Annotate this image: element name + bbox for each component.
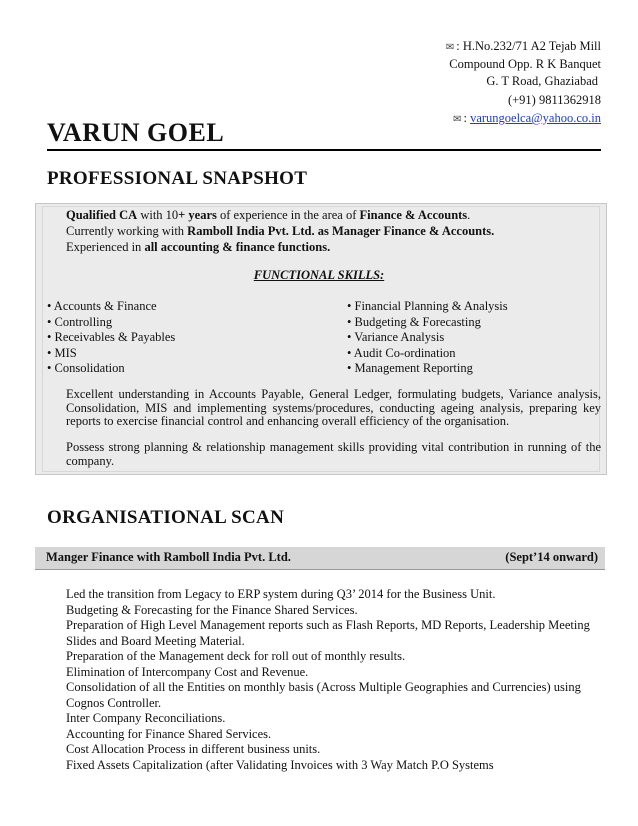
responsibility-item: [45, 758, 601, 774]
email-prefix: :: [463, 111, 467, 125]
responsibility-text: Cost Allocation Process in different business units.: [66, 742, 321, 756]
skill-right: • Budgeting & Forecasting: [347, 315, 481, 329]
responsibility-item: [45, 649, 601, 665]
highlight-item: [45, 240, 330, 255]
address-text-1: : H.No.232/71 A2 Tejab Mill: [456, 39, 601, 53]
responsibility-item: [45, 587, 601, 603]
skill-right: • Variance Analysis: [347, 330, 445, 344]
skill-left: • Consolidation: [47, 361, 125, 375]
name-divider: [47, 149, 601, 151]
responsibility-item: [45, 727, 601, 743]
highlight-item: [45, 208, 470, 223]
responsibility-text: Preparation of the Management deck for roll out of monthly results.: [66, 649, 406, 663]
responsibility-text: Preparation of High Level Management reports such as Flash Reports, MD Reports, Leadership Meeting Slides and Board Meeting Material.: [66, 618, 590, 648]
highlight-text: Currently working with Ramboll India Pvt. Ltd. as Manager Finance & Accounts.: [66, 224, 495, 238]
responsibility-item: [45, 711, 601, 727]
skill-right: • Audit Co-ordination: [347, 346, 456, 360]
address-line-2: Compound Opp. R K Banquet: [449, 57, 601, 71]
phone-line: [446, 92, 601, 110]
email-link[interactable]: varungoelca@yahoo.co.in: [470, 111, 601, 125]
responsibility-text: Fixed Assets Capitalization (after Validating Invoices with 3 Way Match P.O Systems: [66, 758, 494, 772]
snapshot-point: [45, 441, 601, 468]
address-line-1: [446, 38, 601, 56]
skill-right: • Financial Planning & Analysis: [347, 299, 508, 313]
candidate-name: VARUN GOEL: [47, 118, 225, 147]
skill-left: • Accounts & Finance: [47, 299, 157, 313]
responsibility-item: [45, 603, 601, 619]
responsibility-text: Elimination of Intercompany Cost and Revenue.: [66, 665, 309, 679]
skill-right: • Management Reporting: [347, 361, 473, 375]
point-text: Possess strong planning & relationship management skills providing vital contribution in running of the company.: [66, 440, 601, 468]
highlight-item: [45, 224, 494, 239]
skill-left: • Receivables & Payables: [47, 330, 176, 344]
point-text: Excellent understanding in Accounts Payable, General Ledger, formulating budgets, Variance analysis, Consolidation, MIS and implementing systems/procedures, conducting ageing analysis, preparing key reports to exercise financial control and enhancing overall efficiency of the organisation.: [66, 387, 601, 428]
responsibility-text: Consolidation of all the Entities on monthly basis (Across Multiple Geographies and Currencies) using Cognos Controller.: [66, 680, 581, 710]
job-dates: (Sept’14 onward): [505, 550, 598, 564]
email-line: [446, 110, 601, 128]
responsibility-text: Inter Company Reconciliations.: [66, 711, 226, 725]
highlight-text: Qualified CA with 10+ years of experience in the area of Finance & Accounts.: [66, 208, 471, 222]
envelope-icon: ✉: [445, 42, 455, 53]
contact-block: [446, 38, 601, 128]
snapshot-point: [45, 388, 601, 429]
highlight-text: Experienced in all accounting & finance functions.: [66, 240, 331, 254]
skill-left: • Controlling: [47, 315, 113, 329]
mail-icon: ✉: [453, 114, 462, 125]
snapshot-heading: PROFESSIONAL SNAPSHOT: [47, 168, 308, 189]
address-line-3: G. T Road, Ghaziabad: [486, 74, 598, 88]
job-header-bar: [35, 547, 605, 570]
job-title: Manger Finance with Ramboll India Pvt. Ltd.: [46, 550, 291, 564]
responsibility-text: Budgeting & Forecasting for the Finance Shared Services.: [66, 603, 358, 617]
responsibility-item: [45, 665, 601, 681]
responsibility-item: [45, 618, 601, 649]
skill-left: • MIS: [47, 346, 77, 360]
responsibility-item: [45, 680, 601, 711]
functional-skills-title: FUNCTIONAL SKILLS:: [253, 268, 385, 282]
org-heading: ORGANISATIONAL SCAN: [47, 507, 285, 528]
responsibility-item: [45, 742, 601, 758]
responsibility-text: Led the transition from Legacy to ERP system during Q3’ 2014 for the Business Unit.: [66, 587, 496, 601]
phone-number: (+91) 9811362918: [507, 93, 601, 107]
responsibility-text: Accounting for Finance Shared Services.: [66, 727, 272, 741]
